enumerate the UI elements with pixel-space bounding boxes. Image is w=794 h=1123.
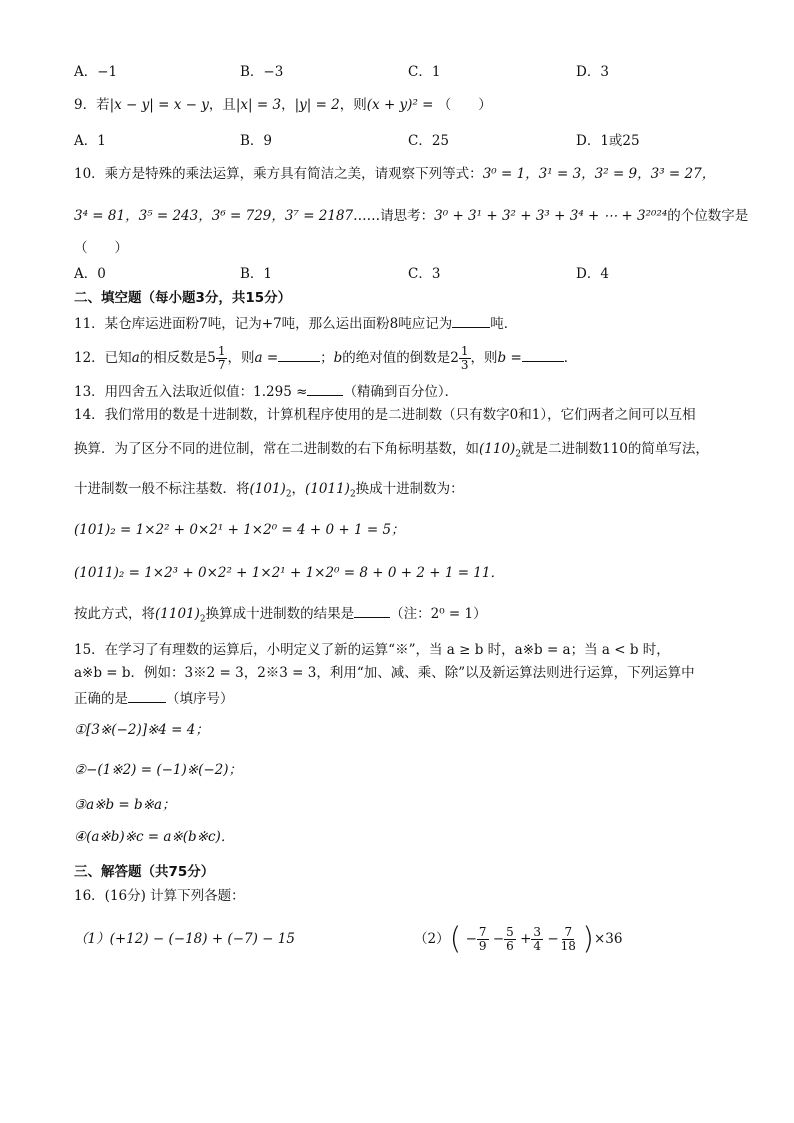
q10-mid: ……请思考： [353, 208, 435, 224]
question-14-line6 [74, 603, 487, 630]
q14-l3-asub: 2 [285, 489, 292, 500]
q8-option-b: B．−3 [240, 64, 284, 80]
q16-p2-label: （2） [414, 931, 450, 947]
q16-p2-frac [477, 926, 489, 953]
q12-p4: ； [320, 350, 334, 366]
question-14-line1: 14．我们常用的数是十进制数，计算机程序使用的是二进制数（只有数字0和1），它们两者之间可以互相 [74, 407, 696, 423]
q16-p2-num: 7 [478, 925, 487, 939]
q16-p2-den: 4 [533, 939, 542, 953]
q14-l2-ex: (110) [479, 441, 516, 457]
question-10-line2 [74, 206, 748, 226]
q12-p3: ，则 [227, 350, 255, 366]
q9-pre: 9．若 [74, 97, 110, 113]
q16-p2-frac [531, 926, 543, 953]
q15-item-1: ①[3※(−2)]※4 = 4； [74, 722, 209, 738]
q16-p2-term-4 [547, 925, 578, 953]
q16-p2-den: 6 [506, 939, 514, 953]
q14-l3-pre: 十进制数一般不标注基数．将 [74, 481, 250, 497]
q16-p2-den: 9 [478, 939, 487, 953]
q12-fraction-1 [216, 345, 228, 372]
q16-p2-tail: ×36 [593, 931, 623, 947]
q14-l3-a: (101) [249, 481, 286, 497]
q12-a-blank[interactable] [278, 347, 320, 362]
q12-p2: 的相反数是 [139, 350, 208, 366]
q16-p2-sign: − [492, 931, 505, 947]
q11-answer-blank[interactable] [452, 313, 490, 328]
section-2-title: 二、填空题（每小题3分，共15分） [74, 290, 292, 306]
question-14-line3 [74, 479, 464, 505]
q16-part-2 [414, 922, 622, 956]
q8-option-a: A．−1 [74, 64, 118, 80]
q16-p2-sign: − [547, 931, 559, 947]
q9-expr: (x + y)² [366, 97, 418, 113]
q10-option-a: A．0 [74, 266, 106, 282]
q9-cond1: |x − y| = x − y [109, 97, 209, 113]
q16-part-1: （1）(+12) − (−18) + (−7) − 15 [74, 931, 295, 947]
q9-cond2: |x| = 3 [235, 97, 282, 113]
q10-option-b: B．1 [240, 266, 273, 282]
q10-text1: 10．乘方是特殊的乘法运算，乘方具有简洁之美，请观察下列等式： [74, 166, 483, 182]
question-14-line2 [74, 439, 709, 465]
q14-l3-post: 换成十进制数为： [355, 481, 464, 497]
q9-mid2: ，则 [339, 97, 367, 113]
q16-p2-num: 7 [564, 925, 573, 939]
question-10-answer-paren: （ ） [74, 240, 128, 256]
q12-fraction-2 [459, 345, 471, 372]
q14-answer-blank[interactable] [354, 603, 390, 618]
q15-item-4: ④(a※b)※c = a※(b※c)． [74, 829, 235, 845]
question-11 [74, 313, 517, 334]
q15-item-2: ②−(1※2) = (−1)※(−2)； [74, 762, 243, 778]
q14-l2-pre: 换算．为了区分不同的进位制，常在二进制数的右下角标明基数，如 [74, 441, 479, 457]
q12-p5: 的绝对值的倒数是 [342, 350, 451, 366]
q9-post: = （ ） [417, 97, 492, 113]
q9-option-d: D．1或25 [576, 133, 640, 149]
q16-p2-lparen: ( [449, 921, 462, 957]
q16-p2-den: 18 [560, 939, 576, 953]
q8-option-d: D．3 [576, 64, 609, 80]
q16-p2-frac [504, 926, 516, 953]
q14-l3-bsub: 2 [349, 489, 356, 500]
q14-l2-post: 就是二进制数110的简单写法， [521, 441, 709, 457]
q12-a-eq: a = [254, 350, 279, 366]
q12-f2-den: 3 [460, 358, 469, 372]
question-16-stem: 16．(16分) 计算下列各题： [74, 888, 245, 904]
q16-p2-num: 3 [533, 925, 542, 939]
question-15-line3 [74, 688, 234, 709]
q9-sep: ， [281, 97, 295, 113]
q8-option-c: C．1 [408, 64, 441, 80]
q10-sum: 3⁰ + 3¹ + 3² + 3³ + 3⁴ + ⋯ + 3²⁰²⁴ [434, 208, 668, 224]
q14-l3-sep: ， [291, 481, 306, 497]
q12-f1-num: 1 [217, 344, 226, 358]
q10-math1: 3⁰ = 1，3¹ = 3，3² = 9，3³ = 27， [482, 166, 716, 182]
q15-l3-pre: 正确的是 [74, 691, 128, 707]
q16-p2-term-1 [465, 925, 489, 953]
q10-option-d: D．4 [576, 266, 609, 282]
q14-l6-num: (1101) [155, 606, 200, 622]
q9-option-b: B．9 [240, 133, 273, 149]
q12-f2-num: 1 [460, 344, 469, 358]
q12-b: b [333, 350, 343, 366]
q14-l6-sub: 2 [199, 614, 206, 625]
question-10-line1 [74, 164, 715, 184]
q12-b-blank[interactable] [522, 347, 564, 362]
q13-pre: 13．用四舍五入法取近似值：1.295 ≈ [74, 384, 308, 400]
q16-p2-rparen: ) [582, 921, 594, 957]
q12-a: a [131, 350, 140, 366]
q9-mid1: ，且 [208, 97, 236, 113]
q11-pre: 11．某仓库运进面粉7吨，记为+7吨，那么运出面粉8吨应记为 [74, 316, 453, 332]
q12-f2-whole: 2 [450, 350, 459, 366]
q16-p2-num: 5 [506, 925, 514, 939]
question-14-equation-2: (1011)₂ = 1×2³ + 0×2² + 1×2¹ + 1×2⁰ = 8 + 0 + 2 + 1 = 11． [74, 565, 504, 581]
question-13 [74, 381, 458, 402]
question-9-stem [74, 95, 492, 115]
q10-end: 的个位数字是 [667, 208, 749, 224]
q9-option-c: C．25 [408, 133, 450, 149]
q16-p2-term-3 [520, 925, 543, 953]
question-14-equation-1: (101)₂ = 1×2² + 0×2¹ + 1×2⁰ = 4 + 0 + 1 = 5； [74, 522, 405, 538]
q12-p7: ． [563, 350, 578, 366]
q14-l2-sub: 2 [515, 449, 522, 460]
q15-answer-blank[interactable] [128, 688, 166, 703]
question-15-line2: a※b = b．例如：3※2 = 3，2※3 = 3，利用“加、减、乘、除”以及新运算法则进行运算，下列运算中 [74, 665, 695, 681]
section-3-title: 三、解答题（共75分） [74, 864, 215, 880]
q14-l6-pre: 按此方式，将 [74, 606, 155, 622]
q16-p2-sign: + [520, 931, 532, 947]
q13-answer-blank[interactable] [307, 381, 343, 396]
q12-b-eq: b = [497, 350, 522, 366]
q12-p1: 12．已知 [74, 350, 132, 366]
q12-f1-den: 7 [217, 358, 226, 372]
q14-l6-mid: 换算成十进制数的结果是 [205, 606, 355, 622]
q9-cond3: |y| = 2 [294, 97, 340, 113]
q13-post: （精确到百分位）． [343, 384, 459, 400]
q16-p2-frac [559, 926, 578, 953]
q14-l6-post: （注：2⁰ = 1） [390, 606, 487, 622]
q10-option-c: C．3 [408, 266, 441, 282]
q15-item-3: ③a※b = b※a； [74, 797, 176, 813]
q12-f1-whole: 5 [207, 350, 216, 366]
q10-math2: 3⁴ = 81，3⁵ = 243，3⁶ = 729，3⁷ = 2187 [74, 208, 354, 224]
q11-post: 吨． [490, 316, 518, 332]
q12-p6: ，则 [470, 350, 498, 366]
q16-p2-term-2 [492, 925, 516, 953]
q14-l3-b: (1011) [305, 481, 350, 497]
q9-option-a: A．1 [74, 133, 106, 149]
question-12 [74, 343, 577, 373]
q16-p2-sign: − [465, 931, 477, 947]
question-15-line1: 15．在学习了有理数的运算后，小明定义了新的运算“※”，当 a ≥ b 时，a※b = a；当 a < b 时， [74, 642, 670, 658]
q15-l3-post: （填序号） [166, 691, 234, 707]
